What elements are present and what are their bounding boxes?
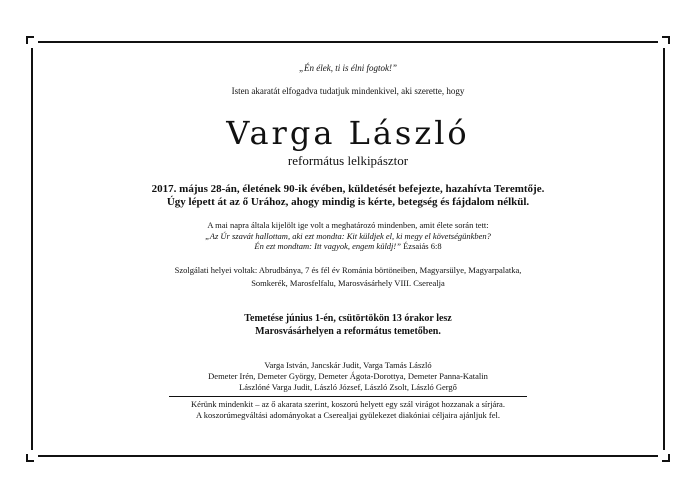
motto: „Én élek, ti is élni fogtok!” <box>299 63 397 73</box>
deceased-name: Varga László <box>226 114 470 152</box>
intro-text: Isten akaratát elfogadva tudatjuk mindenkivel, aki szerette, hogy <box>231 86 465 96</box>
bible-verse-block <box>31 220 665 252</box>
places-line: Somkerék, Marosfelfalu, Marosvásárhely VIII. Cserealja <box>251 277 445 288</box>
death-notice <box>31 183 665 209</box>
divider <box>169 396 527 397</box>
family-line: Lászlóné Varga Judit, László József, László Zsolt, László Gergő <box>239 381 457 392</box>
obituary-content <box>31 41 665 421</box>
verse-reference: Ézsaiás 6:8 <box>400 241 442 251</box>
family-line: Varga István, Jancskár Judit, Varga Tamás László <box>264 359 432 370</box>
note-line: Kérünk mindenkit – az ő akarata szerint, koszorú helyett egy szál virágot hozzanak a sírjára. <box>191 398 505 409</box>
verse-quote-line <box>31 241 665 252</box>
places-line: Szolgálati helyei voltak: Abrudbánya, 7 és fél év Románia börtöneiben, Magyarsülye, Magyarpalatka, <box>174 264 522 275</box>
corner-ornament <box>658 450 670 462</box>
corner-ornament <box>26 450 38 462</box>
funeral-info <box>31 312 665 338</box>
deceased-role: református lelkipásztor <box>287 153 409 168</box>
verse-quote: Én ezt mondtam: Itt vagyok, engem küldj!” <box>254 241 401 251</box>
verse-lead: A mai napra általa kijelölt ige volt a meghatározó mindenben, amit élete során tett: <box>207 220 489 230</box>
funeral-line: Temetése június 1-én, csütörtökön 13 órakor lesz <box>244 312 452 324</box>
funeral-line: Marosvásárhelyen a református temetőben. <box>255 325 441 337</box>
note-line: A koszorúmegváltási adományokat a Cserealjai gyülekezet diakóniai céljaira ajánljuk fel. <box>196 409 500 420</box>
family-list <box>31 360 665 393</box>
family-line: Demeter Irén, Demeter György, Demeter Ágota-Dorottya, Demeter Panna-Katalin <box>208 370 488 381</box>
verse-quote: „Az Úr szavát hallottam, aki ezt mondta: Kit küldjek el, ki megy el követségünkben? <box>205 230 491 241</box>
death-line: 2017. május 28-án, életének 90-ik évében, küldetését befejezte, hazahívta Teremtője. <box>151 183 545 195</box>
flower-note <box>31 399 665 421</box>
service-places <box>31 264 665 290</box>
death-line: Úgy lépett át az ő Urához, ahogy mindig is kérte, betegség és fájdalom nélkül. <box>166 196 530 208</box>
